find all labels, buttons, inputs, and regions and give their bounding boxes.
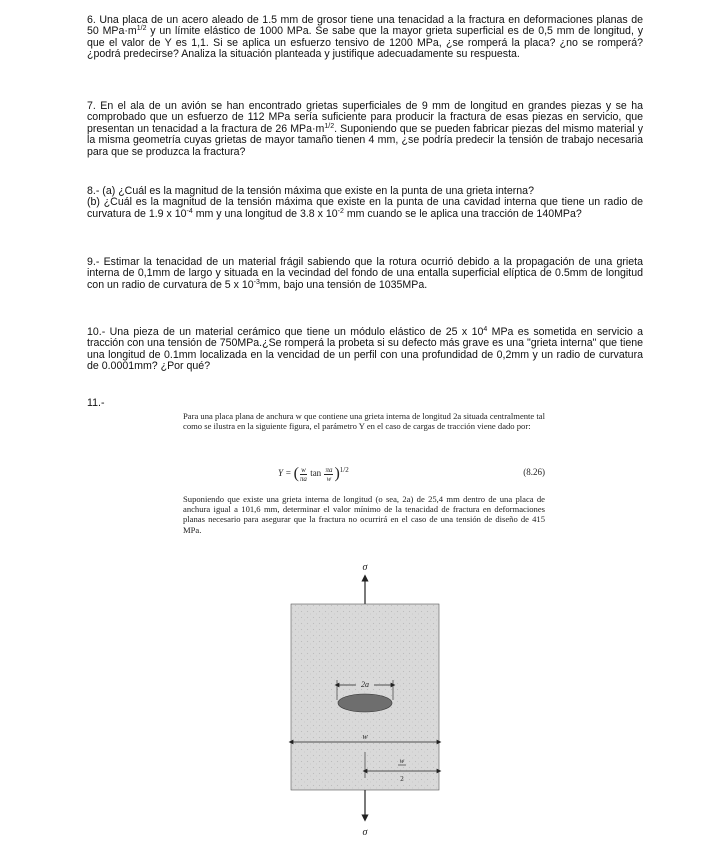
plate-crack-figure [270, 556, 460, 840]
equation-number: (8.26) [523, 467, 545, 477]
problem-8-text-a: (b) ¿Cuál es la magnitud de la tensión máxima que existe en la punta de una cavidad interna que tiene un radio de curvatura de 1.9 x 10 [87, 196, 643, 220]
fraction-2-denominator: w [326, 474, 332, 483]
equation-tan: tan [307, 468, 324, 479]
problem-8-exponent-1: -4 [186, 207, 193, 215]
half-width-numerator: w [399, 757, 405, 765]
problem-7-text [87, 101, 643, 158]
equation-close-paren: ) [334, 465, 340, 482]
problem-9-text-b: mm, bajo una tensión de 1035MPa. [259, 278, 428, 291]
problem-9-text [87, 257, 643, 291]
problem-10-text [87, 327, 643, 373]
problem-10-text-a: 10.- Una pieza de un material cerámico que tiene un módulo elástico de 25 x 10 [87, 326, 484, 338]
problem-7 [87, 101, 643, 158]
fraction-1-denominator: πa [299, 474, 307, 483]
problem-11-body: Suponiendo que existe una grieta interna de longitud (o sea, 2a) de 25,4 mm dentro de una placa de anchura igual a 101,6 mm, determinar el valor mínimo de la tenacidad de fractura en deformaciones planas necesario para asegurar que la fractura no ocurrirá en el caso de una tensión de diseño de 415 MPa. [183, 494, 545, 535]
fraction-1-numerator: w [301, 465, 306, 474]
problem-10-exponent: 4 [483, 326, 488, 333]
problem-8-text-c: mm cuando se le aplica una tracción de 140MPa? [343, 207, 582, 220]
equation-lhs: Y = [278, 468, 294, 479]
sigma-top-label: σ [362, 562, 368, 573]
crack-length-label: 2a [361, 680, 369, 689]
problem-8-text-b: mm y una longitud de 3.8 x 10 [192, 207, 338, 220]
problem-7-text-a: 7. En el ala de un avión se han encontrado grietas superficiales de 9 mm de longitud en grandes piezas y se ha comprobado que un esfuerzo de 112 MPa sería suficiente para producir la fractura de esas piezas en servicio, que presentan un tenacidad a la fractura de 26 MPa·m [87, 100, 643, 135]
fraction-2-numerator: πa [325, 465, 333, 474]
problem-10-text-b: MPa es sometida en servicio a tracción con una tensión de 750MPa.¿Se romperá la probeta si su defecto más grave es una "grieta interna" que tiene una longitud de 0.1mm localizada en la vencidad de un perfil con una profundidad de 0,2mm y un radio de curvatura de 0.0001mm? ¿Por qué? [87, 326, 643, 373]
sigma-bottom-label: σ [362, 827, 368, 838]
problem-9 [87, 257, 643, 291]
problem-10 [87, 327, 643, 373]
problem-8-part-a: 8.- (a) ¿Cuál es la magnitud de la tensión máxima que existe en la punta de una grieta interna? [87, 185, 534, 197]
problem-9-exponent: -3 [253, 278, 260, 286]
problem-6 [87, 15, 643, 61]
problem-11-intro: Para una placa plana de anchura w que contiene una grieta interna de longitud 2a situada centralmente tal como se ilustra en la siguiente figura, el parámetro Y en el caso de cargas de tracción viene dado por: [183, 411, 545, 432]
equation-expression [278, 465, 349, 483]
problem-9-text-a: 9.- Estimar la tenacidad de un material frágil sabiendo que la rotura ocurrió debido a la propagación de una grieta interna de 0,1mm de largo y situada en la vecindad del fondo de una entalla superficial elíptica de 0.5mm de longitud con un radio de curvatura de 5 x 10 [87, 256, 643, 291]
problem-7-text-b: . Suponiendo que se pueden fabricar piezas del mismo material y la misma geometría cuyas grietas de mayor tamaño tienen 4 mm, ¿se podría predecir la tensión de trabajo necesaria para que se produzca la fractura? [87, 122, 643, 158]
equation-fraction-1 [300, 466, 307, 483]
problem-11-number: 11.- [87, 397, 105, 409]
problem-6-exponent: 1/2 [136, 25, 147, 33]
equation-fraction-2 [324, 466, 333, 483]
problem-8-exponent-2: -2 [337, 207, 344, 215]
width-label: w [362, 732, 368, 741]
half-width-denominator: 2 [400, 775, 404, 783]
problem-6-text-b: y un límite elástico de 1000 MPa. Se sabe que la mayor grieta superficial es de 0,5 mm de longitud, y que el valor de Y es 1,1. Si se aplica un esfuerzo tensivo de 1200 MPa, ¿se romperá la placa? ¿no se romperá? ¿podrá predecirse? Analiza la situación planteada y justifique adecuadamente su respuesta. [87, 25, 643, 61]
internal-crack [338, 694, 392, 712]
equation-open-paren: ( [293, 465, 299, 482]
problem-6-text [87, 15, 643, 61]
problem-7-exponent: 1/2 [324, 122, 335, 130]
equation-8-26 [183, 461, 545, 485]
problem-8-part-b [87, 197, 643, 220]
problem-8 [87, 186, 643, 220]
problem-6-text-a: 6. Una placa de un acero aleado de 1.5 mm de grosor tiene una tenacidad a la fractura en deformaciones planas de 50 MPa·m [87, 14, 643, 38]
equation-exponent: 1/2 [339, 466, 349, 475]
